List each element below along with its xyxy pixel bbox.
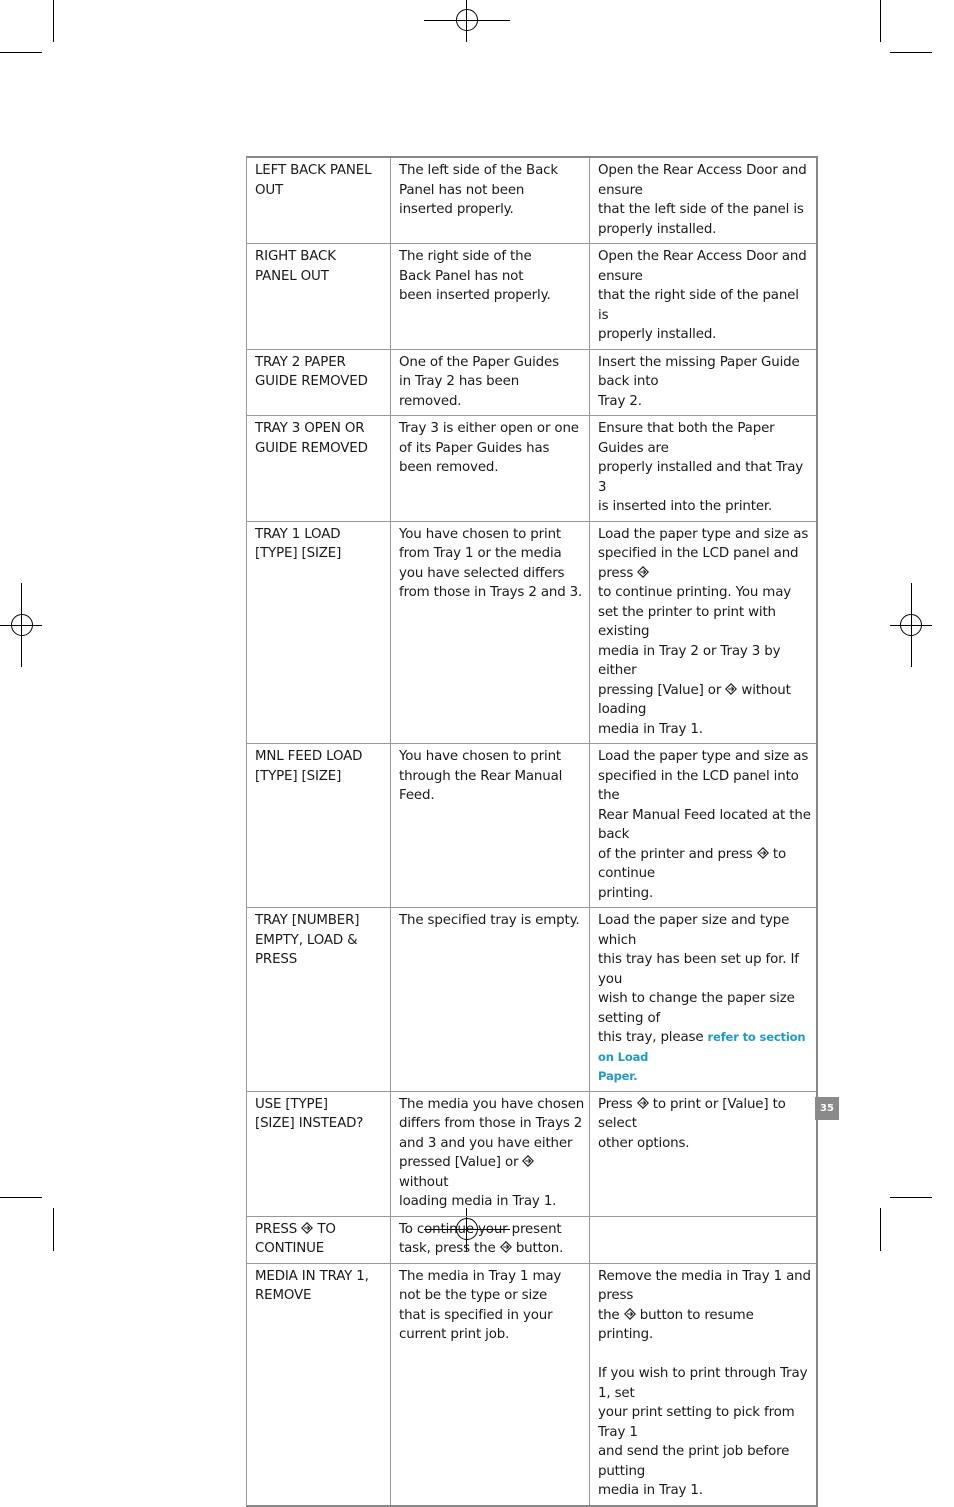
action-text: Press <box>598 1096 633 1112</box>
action-text: Load the paper type and size as specified in the LCD panel into the Rear Manual Feed located at the back of the printer and press <box>598 749 811 862</box>
meaning-cell: The right side of the Back Panel has not been inserted properly. <box>391 244 590 350</box>
action-cell: Insert the missing Paper Guide back into Tray 2. <box>590 349 818 416</box>
go-diamond-icon <box>301 1222 313 1234</box>
printer-messages-table <box>246 156 818 1507</box>
crop-mark <box>53 1208 54 1251</box>
action-text: Load the paper size and type which this tray has been set up for. If you wish to change the paper size setting of this tray, please <box>598 913 799 1045</box>
action-text: Load the paper type and size as specified in the LCD panel and press <box>598 526 809 581</box>
table-row <box>247 157 818 244</box>
action-text: If you wish to print through Tray 1, set your print setting to pick from Tray 1 and send the print job before putting media in Tray 1. <box>598 1366 808 1498</box>
go-diamond-icon <box>522 1155 534 1167</box>
go-diamond-icon <box>500 1241 512 1253</box>
go-diamond-icon <box>725 683 737 695</box>
meaning-cell: You have chosen to print through the Rear Manual Feed. <box>391 744 590 908</box>
table-row <box>247 1091 818 1216</box>
message-cell: MEDIA IN TRAY 1, REMOVE <box>247 1263 391 1506</box>
action-cell: Ensure that both the Paper Guides are properly installed and that Tray 3 is inserted into the printer. <box>590 416 818 522</box>
go-diamond-icon <box>637 566 649 578</box>
action-cell: Open the Rear Access Door and ensure that the left side of the panel is properly installed. <box>590 157 818 244</box>
meaning-cell: You have chosen to print from Tray 1 or the media you have selected differs from those in Trays 2 and 3. <box>391 521 590 744</box>
table-row <box>247 1216 818 1263</box>
table-row <box>247 908 818 1092</box>
action-text: Remove the media in Tray 1 and press the <box>598 1268 811 1323</box>
message-cell: TRAY 3 OPEN OR GUIDE REMOVED <box>247 416 391 522</box>
registration-mark-left <box>0 583 42 667</box>
action-text: to continue printing. <box>598 846 786 901</box>
crop-mark <box>890 52 932 53</box>
meaning-cell: One of the Paper Guides in Tray 2 has been removed. <box>391 349 590 416</box>
message-cell: TRAY 2 PAPER GUIDE REMOVED <box>247 349 391 416</box>
registration-mark-top <box>424 0 510 42</box>
meaning-cell <box>391 1091 590 1216</box>
meaning-cell: Tray 3 is either open or one of its Paper Guides has been removed. <box>391 416 590 522</box>
message-cell: TRAY [NUMBER] EMPTY, LOAD & PRESS <box>247 908 391 1092</box>
crop-mark <box>890 1197 932 1198</box>
action-text: to print or [Value] to select other options. <box>598 1096 786 1151</box>
message-cell: LEFT BACK PANEL OUT <box>247 157 391 244</box>
table-row <box>247 416 818 522</box>
action-text: to continue printing. You may set the printer to print with existing media in Tray 2 or Tray 3 by either pressing [Value] or <box>598 585 792 698</box>
message-cell: USE [TYPE] [SIZE] INSTEAD? <box>247 1091 391 1216</box>
crop-mark <box>0 52 42 53</box>
load-paper-link[interactable]: refer to section on Load Paper. <box>598 1030 806 1083</box>
action-text: without loading media in Tray 1. <box>598 682 791 737</box>
meaning-text: To continue your present task, press the <box>399 1221 562 1256</box>
message-cell <box>247 1216 391 1263</box>
message-cell: MNL FEED LOAD [TYPE] [SIZE] <box>247 744 391 908</box>
meaning-cell: The media in Tray 1 may not be the type or size that is specified in your current print job. <box>391 1263 590 1506</box>
page-number: 35 <box>815 1097 839 1120</box>
go-diamond-icon <box>757 847 769 859</box>
message-text: TO CONTINUE <box>255 1221 336 1256</box>
table-row <box>247 244 818 350</box>
table-row <box>247 744 818 908</box>
action-cell <box>590 744 818 908</box>
go-diamond-icon <box>637 1097 649 1109</box>
meaning-text: The media you have chosen differs from those in Trays 2 and 3 and you have either pressed [Value] or <box>399 1096 585 1170</box>
action-cell <box>590 521 818 744</box>
action-cell: Open the Rear Access Door and ensure that the right side of the panel is properly installed. <box>590 244 818 350</box>
action-cell <box>590 1263 818 1506</box>
action-cell <box>590 908 818 1092</box>
meaning-text: button. <box>515 1241 564 1256</box>
action-cell <box>590 1091 818 1216</box>
go-diamond-icon <box>624 1308 636 1320</box>
message-cell: RIGHT BACK PANEL OUT <box>247 244 391 350</box>
crop-mark <box>880 0 881 42</box>
meaning-cell: The left side of the Back Panel has not been inserted properly. <box>391 157 590 244</box>
table-row <box>247 521 818 744</box>
crop-mark <box>880 1208 881 1251</box>
crop-mark <box>53 0 54 42</box>
action-text: button to resume printing. <box>598 1307 754 1342</box>
table-row <box>247 349 818 416</box>
meaning-cell <box>391 1216 590 1263</box>
message-text: PRESS <box>255 1221 298 1237</box>
action-cell <box>590 1216 818 1263</box>
message-cell: TRAY 1 LOAD [TYPE] [SIZE] <box>247 521 391 744</box>
crop-mark <box>0 1197 42 1198</box>
table-row <box>247 1263 818 1506</box>
meaning-cell: The specified tray is empty. <box>391 908 590 1092</box>
meaning-text: without loading media in Tray 1. <box>399 1174 557 1209</box>
registration-mark-right <box>890 583 932 667</box>
